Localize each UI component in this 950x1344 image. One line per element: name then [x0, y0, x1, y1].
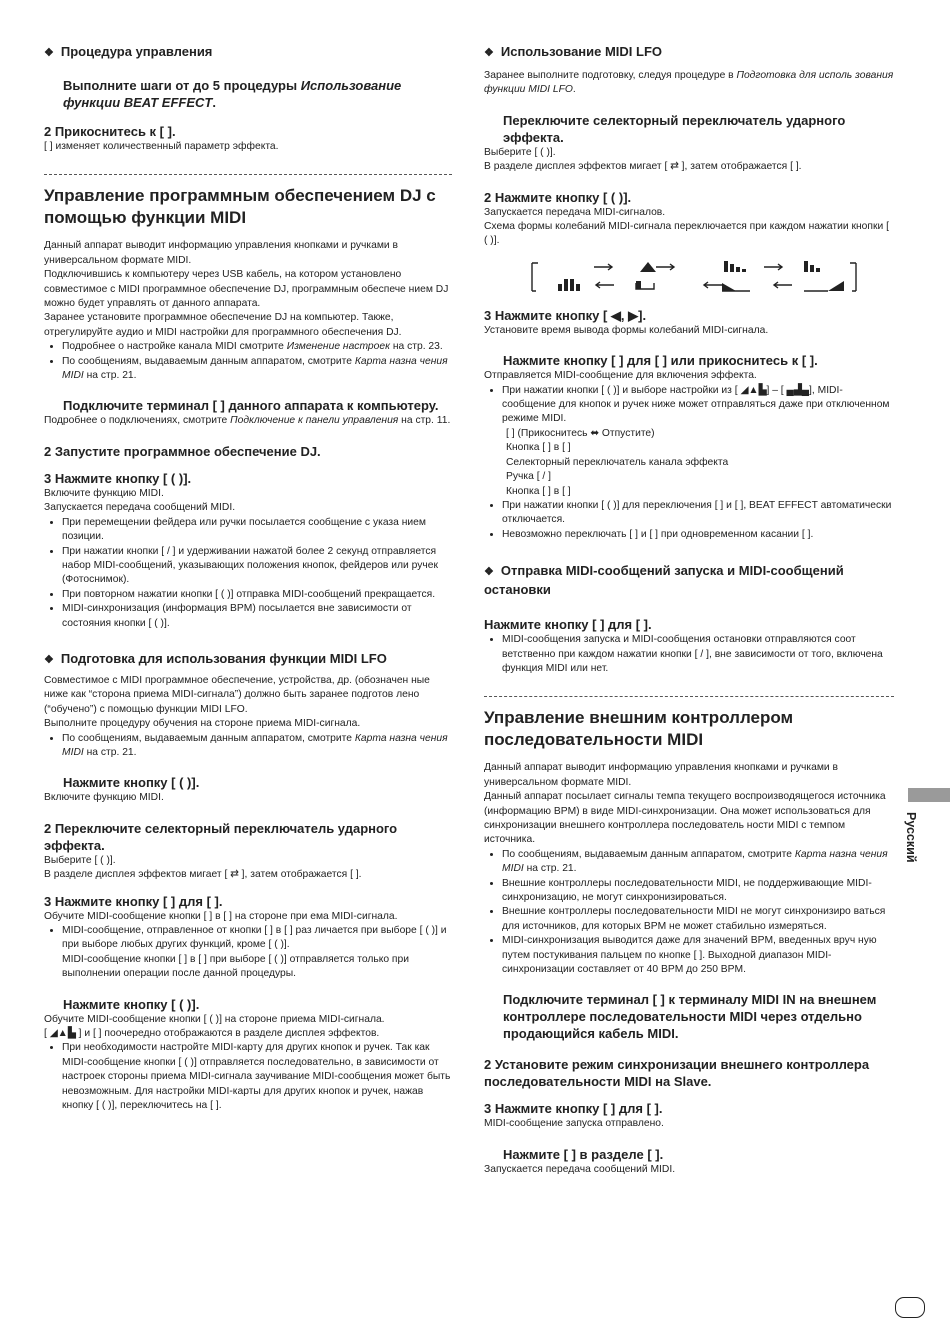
bullet-list	[484, 633, 894, 676]
step-text: В разделе дисплея эффектов мигает [ ⇄ ], затем отображается [ ].	[44, 869, 362, 881]
lfo-use-heading: ❖ Использование MIDI LFO	[484, 44, 663, 59]
procedure-heading: ❖ Процедура управления	[44, 44, 213, 59]
list-item: • MIDI-синхронизация выводится даже для значений BPM, введенных вруч ную путем постукивания пальцем по кнопке [ ]. Выходной диапазон MIDI-синхронизации составляет от 40 BPM до 250 BPM.	[502, 934, 894, 977]
list-item: • MIDI-сообщения запуска и MIDI-сообщения остановки отправляются соот ветственно при каждом нажатии кнопки [ / ], вне зависимости от того, включена функция MIDI или нет.	[502, 633, 894, 676]
step-start-dj: 2 Запустите программное обеспечение DJ.	[44, 443, 321, 459]
paragraph: Данный аппарат выводит информацию управления кнопками и ручками в универсальном формате MIDI.	[484, 762, 838, 788]
step-text: Включите функцию MIDI.	[44, 792, 164, 804]
section-title-external-sequencer: Управление внешним контроллером последовательности MIDI	[484, 708, 794, 750]
step-text: Подробнее о подключениях, смотрите Подключение к панели управления на стр. 11.	[44, 415, 451, 427]
step-text: Обучите MIDI-сообщение кнопки [ ( )] на стороне приема MIDI-сигнала.	[44, 1013, 385, 1025]
lfo-prep-heading: ❖ Подготовка для использования функции MIDI LFO	[44, 650, 387, 666]
step-text: [ ◢▲▙ ] и [ ] поочередно отображаются в разделе дисплея эффектов.	[44, 1028, 380, 1040]
list-item: • При повторном нажатии кнопки [ ( )] отправка MIDI-сообщений прекращается.	[62, 588, 452, 602]
step-connect-usb: Подключите терминал [ ] данного аппарата к компьютеру.	[63, 398, 439, 414]
step-press-midi: Нажмите кнопку [ ( )].	[63, 775, 200, 791]
bullet-list	[44, 340, 452, 383]
sub-item: Ручка [ / ]	[506, 471, 552, 483]
section-divider	[484, 696, 894, 697]
list-item: • Внешние контроллеры последовательности MIDI не могут синхронизиро ваться для источников, для которых BPM не может стабильно измеряться.	[502, 905, 894, 934]
sub-item: [ ] (Прикоснитесь ⬌ Отпустите)	[506, 427, 655, 439]
list-item: • Подробнее о настройке канала MIDI смотрите Изменение настроек на стр. 23.	[62, 340, 452, 354]
step-text: Запускается передача MIDI-сигналов.	[484, 206, 666, 218]
step-press-section: Нажмите [ ] в разделе [ ].	[503, 1146, 664, 1162]
waveform-cycle-icon	[524, 259, 864, 299]
step-text: Выберите [ ( )].	[44, 854, 116, 866]
sub-item: Кнопка [ ] в [ ]	[506, 485, 571, 497]
list-item: • MIDI-сообщение, отправленное от кнопки [ ] в [ ] раз личается при выборе [ ( )] и при выборе любых других функций, кроме [ ( )]. MIDI-сообщение кнопки [ ] в [ ] при выборе [ ( )] отправляется только при выполнении операции после данной процедуры.	[62, 924, 452, 982]
section-title-dj-midi: Управление программным обеспечением DJ с помощью функции MIDI	[44, 186, 436, 228]
step-text: В разделе дисплея эффектов мигает [ ⇄ ], затем отображается [ ].	[484, 161, 802, 173]
step-text: Запускается передача сообщений MIDI.	[44, 502, 236, 514]
list-item: • По сообщениям, выдаваемым данным аппаратом, смотрите Карта назна чения MIDI на стр. 21.	[62, 732, 452, 761]
step-press-arrows: 3 Нажмите кнопку [ ◀, ▶].	[484, 307, 647, 323]
paragraph: Подключившись к компьютеру через USB кабель, на котором установлено совместимое с MIDI программное обеспечение DJ, программным обеспече нием DJ можно будет управлять от данного аппарата.	[44, 269, 449, 310]
step-text: Запускается передача сообщений MIDI.	[484, 1163, 676, 1175]
paragraph: Заранее выполните подготовку, следуя процедуре в Подготовка для исполь зования функции MIDI LFO.	[484, 70, 894, 96]
step-text: Отправляется MIDI-сообщение для включения эффекта.	[484, 370, 757, 382]
step-text: Установите время вывода формы колебаний MIDI-сигнала.	[484, 324, 769, 336]
right-column	[484, 44, 894, 1177]
language-label: Русский	[904, 812, 918, 863]
language-tab	[908, 788, 950, 802]
start-stop-heading: ❖ Отправка MIDI-сообщений запуска и MIDI-сообщений остановки	[484, 563, 844, 598]
step-press-or-touch: Нажмите кнопку [ ] для [ ] или прикоснитесь к [ ].	[503, 353, 818, 369]
paragraph: Данный аппарат выводит информацию управления кнопками и ручками в универсальном формате MIDI.	[44, 240, 398, 266]
step-press-button: 3 Нажмите кнопку [ ] для [ ].	[484, 1101, 663, 1117]
step-switch-selector: 2 Переключите селекторный переключатель ударного эффекта.	[44, 820, 398, 853]
step-press-midi: 3 Нажмите кнопку [ ( )].	[44, 470, 192, 486]
page-number-badge	[895, 1297, 925, 1318]
left-column	[44, 44, 452, 1113]
paragraph: Совместимое с MIDI программное обеспечение, устройства, др. (обозначен ные ниже как “сторона приема MIDI-сигнала”) должно быть заранее подготов лено (“обучено”) с помощью функции MIDI LFO.	[44, 674, 430, 715]
bullet-list	[44, 1041, 452, 1113]
step-text: Схема формы колебаний MIDI-сигнала переключается при каждом нажатии кнопки [ ( )].	[484, 221, 889, 247]
step-text: Выберите [ ( )].	[484, 146, 556, 158]
list-item: • По сообщениям, выдаваемым данным аппаратом, смотрите Карта назна чения MIDI на стр. 21.	[502, 848, 894, 877]
paragraph: Выполните процедуру обучения на стороне приема MIDI-сигнала.	[44, 718, 361, 730]
list-item: • Невозможно переключать [ ] и [ ] при одновременном касании [ ].	[502, 528, 894, 542]
step-text: Обучите MIDI-сообщение кнопки [ ] в [ ] на стороне при ема MIDI-сигнала.	[44, 910, 398, 922]
bullet-list	[44, 732, 452, 761]
step-press-button: 3 Нажмите кнопку [ ] для [ ].	[44, 893, 223, 909]
step-2-text: [ ] изменяет количественный параметр эффекта.	[44, 141, 279, 152]
list-item: • При нажатии кнопки [ ( )] для переключения [ ] и [ ], BEAT EFFECT автоматически отключается.	[502, 499, 894, 528]
paragraph: Данный аппарат посылает сигналы темпа текущего воспроизводящегося источника (информацию BPM) в виде MIDI-синхронизации. Она может использоваться для синхронизации внешнего контроллера последователь ности MIDI с темпом источника.	[484, 791, 886, 846]
step-press-button: 2 Нажмите кнопку [ ( )].	[484, 189, 632, 205]
bullet-list	[484, 848, 894, 978]
step-connect-midi: Подключите терминал [ ] к терминалу MIDI IN на внешнем контроллере последовательности MIDI через отдельно продающийся кабель MIDI.	[503, 992, 877, 1042]
sub-item: Селекторный переключатель канала эффекта	[506, 456, 729, 468]
section-divider	[44, 174, 452, 175]
list-item: • MIDI-синхронизация (информация BPM) посылается вне зависимости от состояния кнопки [ ( )].	[62, 602, 452, 631]
step-2: 2 Прикоснитесь к [ ].	[44, 124, 176, 139]
step-1: Выполните шаги от до 5 процедуры Использование функции BEAT EFFECT.	[63, 78, 402, 110]
step-press-button: Нажмите кнопку [ ] для [ ].	[484, 617, 652, 633]
sub-item: Кнопка [ ] в [ ]	[506, 442, 571, 454]
step-set-slave: 2 Установите режим синхронизации внешнего контроллера последовательности MIDI на Slave.	[484, 1057, 870, 1090]
step-press-button: Нажмите кнопку [ ( )].	[63, 996, 200, 1012]
waveform-cycle-diagram	[524, 259, 864, 299]
list-item: • При нажатии кнопки [ ( )] и выборе настройки из [ ◢▲▙] – [ ▄▟▄], MIDI-сообщение для кнопок и ручек ниже может отправляться даже при отключенном режиме MIDI. [ ] (Прикоснитесь ⬌ Отпустите) Кнопка [ ] в [ ] Селекторный переключатель канала эффекта Ручка [ / ] Кнопка [ ] в [ ]	[502, 384, 894, 499]
bullet-list	[44, 516, 452, 631]
list-item: • Внешние контроллеры последовательности MIDI, не поддерживающие MIDI-синхронизацию, не могут синхронизироваться.	[502, 877, 894, 906]
step-switch-selector: Переключите селекторный переключатель ударного эффекта.	[503, 112, 846, 145]
bullet-list	[44, 924, 452, 982]
list-item: • По сообщениям, выдаваемым данным аппаратом, смотрите Карта назна чения MIDI на стр. 21.	[62, 355, 452, 384]
paragraph: Заранее установите программное обеспечение DJ на компьютер. Также, отрегулируйте аудио и MIDI настройки для программного обеспечения DJ.	[44, 312, 402, 338]
list-item: • При нажатии кнопки [ / ] и удерживании нажатой более 2 секунд отправляется набор MIDI-сообщений, указывающих положения кнопок, фейдеров или ручек (Фотоснимок).	[62, 545, 452, 588]
bullet-list	[484, 384, 894, 542]
step-text: MIDI-сообщение запуска отправлено.	[484, 1118, 664, 1130]
list-item: • При необходимости настройте MIDI-карту для других кнопок и ручек. Так как MIDI-сообщение кнопки [ ( )] отправляется последовательно, в зависимости от настроек стороны приема MIDI-сигнала заучивание MIDI-сообщения может быть невозможным. Для настройки MIDI-карты для других кнопок и ручек, нажав кнопку [ ( )], переключитесь на [ ].	[62, 1041, 452, 1113]
list-item: • При перемещении фейдера или ручки посылается сообщение с указа нием позиции.	[62, 516, 452, 545]
step-text: Включите функцию MIDI.	[44, 487, 164, 499]
